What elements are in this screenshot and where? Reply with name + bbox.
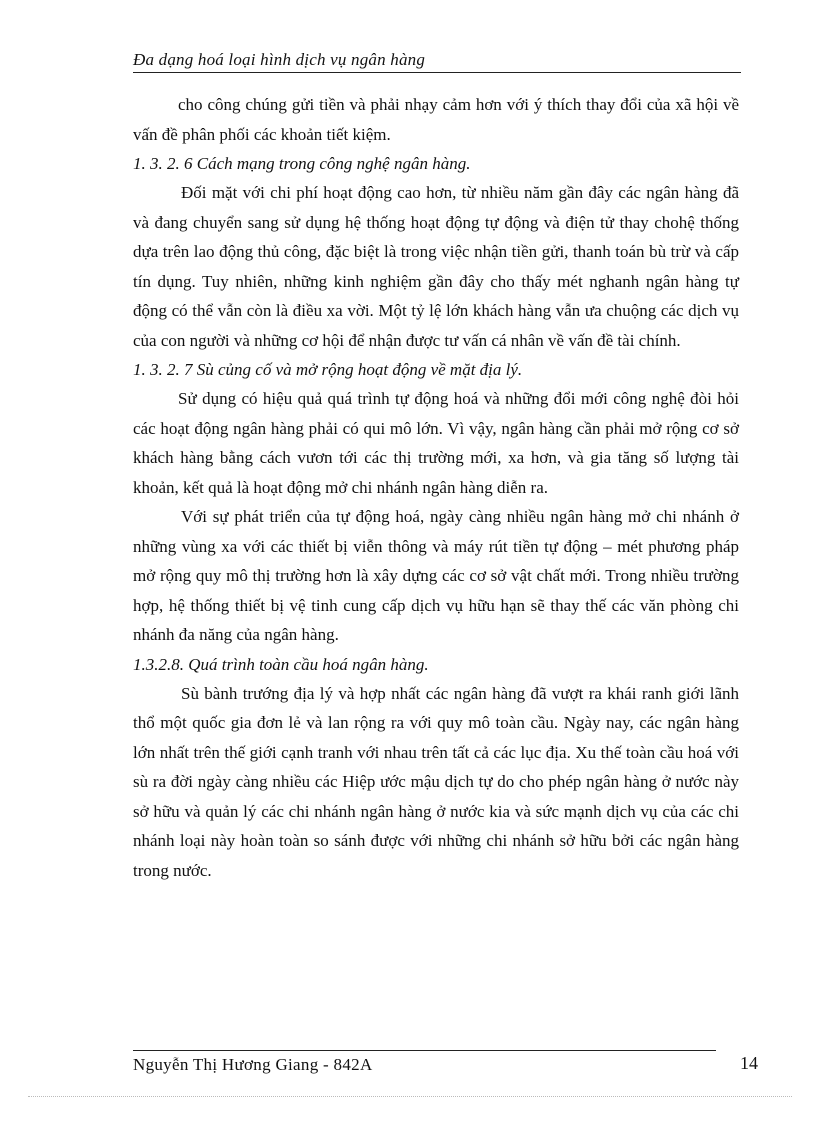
page-bottom-divider	[28, 1096, 792, 1097]
body-paragraph: cho công chúng gửi tiền và phải nhạy cảm hơn với ý thích thay đổi của xã hội về vấn đề phân phối các khoản tiết kiệm.	[133, 95, 739, 144]
footer-author: Nguyễn Thị Hương Giang - 842A	[133, 1055, 373, 1074]
section-heading: 1. 3. 2. 7 Sù củng cố và mở rộng hoạt động về mặt địa lý.	[133, 360, 523, 379]
document-body	[133, 90, 739, 885]
header-title: Đa dạng hoá loại hình dịch vụ ngân hàng	[133, 50, 426, 69]
section-heading: 1.3.2.8. Quá trình toàn cầu hoá ngân hàng.	[133, 654, 429, 674]
footer-divider	[133, 1050, 716, 1051]
body-paragraph: Sù bành trướng địa lý và hợp nhất các ngân hàng đã vượt ra khái ranh giới lãnh thổ một quốc gia đơn lẻ và lan rộng ra với quy mô toàn cầu. Ngày nay, các ngân hàng lớn nhất trên thế giới cạnh tranh với nhau trên tất cả các lục địa. Xu thế toàn cầu hoá với sù ra đời ngày càng nhiều các Hiệp ước mậu dịch tự do cho phép ngân hàng ở nước này sở hữu và quản lý các chi nhánh ngân hàng ở nước kia và sức mạnh dịch vụ của các chi nhánh loại này hoàn toàn so sánh được với những chi nhánh sở hữu bởi các ngân hàng trong nước.	[133, 683, 739, 880]
body-paragraph: Sử dụng có hiệu quả quá trình tự động hoá và những đổi mới công nghệ đòi hỏi các hoạt động ngân hàng phải có qui mô lớn. Vì vậy, ngân hàng cần phải mở rộng cơ sở khách hàng bằng cách vươn tới các thị trường mới, xa hơn, và gia tăng số lượng tài khoản, kết quả là hoạt động mở chi nhánh ngân hàng diễn ra.	[133, 389, 739, 497]
page-number: 14	[740, 1053, 758, 1073]
header-divider	[133, 72, 741, 73]
body-paragraph: Với sự phát triển của tự động hoá, ngày càng nhiều ngân hàng mở chi nhánh ở những vùng xa với các thiết bị viễn thông và máy rút tiền tự động – mét phương pháp mở rộng quy mô thị trường hơn là xây dựng các cơ sở vật chất mới. Trong nhiều trường hợp, hệ thống thiết bị vệ tinh cung cấp dịch vụ hữu hạn sẽ thay thế các văn phòng chi nhánh đa năng của ngân hàng.	[133, 507, 739, 644]
section-heading: 1. 3. 2. 6 Cách mạng trong công nghệ ngân hàng.	[133, 154, 471, 173]
body-paragraph: Đối mặt với chi phí hoạt động cao hơn, từ nhiều năm gần đây các ngân hàng đã và đang chuyển sang sử dụng hệ thống hoạt động tự động và điện tử thay chohệ thống dựa trên lao động thủ công, đặc biệt là trong việc nhận tiền gửi, thanh toán bù trừ và cấp tín dụng. Tuy nhiên, những kinh nghiệm gần đây cho thấy mét nghanh ngân hàng tự động có thể vẫn còn là điều xa vời. Một tỷ lệ lớn khách hàng vẫn ưa chuộng các dịch vụ của con người và những cơ hội để nhận được tư vấn cá nhân về vấn đề tài chính.	[133, 183, 739, 350]
